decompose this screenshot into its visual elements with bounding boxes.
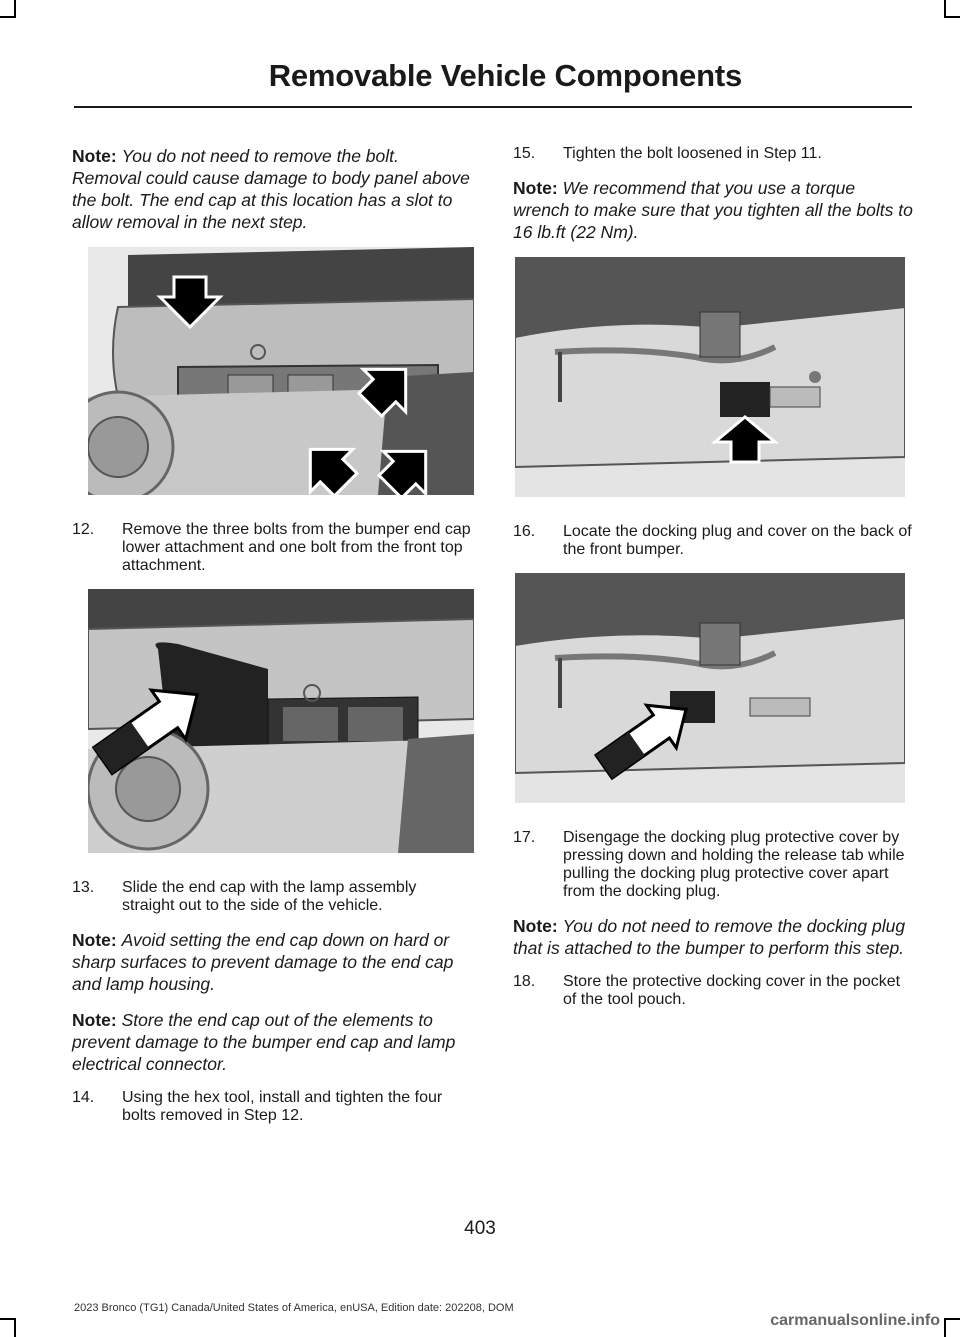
figure-bumper-bolts [88,247,474,495]
step-13 [72,879,472,915]
step-text: Remove the three bolts from the bumper end cap lower attachment and one bolt from the front top attachment. [122,521,471,574]
crop-mark [0,16,16,18]
step-12 [72,521,472,575]
note-text: We recommend that you use a torque wrench to make sure that you tighten all the bolts to 16 lb.ft (22 Nm). [513,178,913,242]
step-number: 15. [513,145,536,162]
note [513,177,913,243]
watermark[interactable]: carmanualsonline.info [770,1312,940,1329]
note-label: Note: [513,916,558,936]
step-number: 18. [513,973,536,990]
note-text: You do not need to remove the bolt. Removal could cause damage to body panel above the bolt. The end cap at this location has a slot to allow removal in the next step. [72,146,470,232]
note-text: Avoid setting the end cap down on hard or sharp surfaces to prevent damage to the end cap and lamp housing. [72,930,454,994]
figure-bumper-bolt-tighten [515,257,905,497]
step-text: Store the protective docking cover in the pocket of the tool pouch. [563,973,901,1008]
note [72,1009,472,1075]
step-number: 13. [72,879,95,896]
note-label: Note: [72,1010,117,1030]
crop-mark [944,16,960,18]
note [72,145,472,233]
step-15 [513,145,913,163]
step-16 [513,523,913,559]
title-rule [74,106,912,108]
left-column [72,145,472,1139]
step-number: 17. [513,829,536,846]
step-number: 14. [72,1089,95,1106]
step-14 [72,1089,472,1125]
note [72,929,472,995]
note-label: Note: [72,146,117,166]
page-title: Removable Vehicle Components [268,58,742,93]
footer-edition-info: 2023 Bronco (TG1) Canada/United States of America, enUSA, Edition date: 202208, DOM [74,1302,514,1314]
step-18 [513,973,913,1009]
step-text: Using the hex tool, install and tighten the four bolts removed in Step 12. [122,1089,443,1124]
step-number: 12. [72,521,95,538]
step-text: Tighten the bolt loosened in Step 11. [563,145,822,162]
step-number: 16. [513,523,536,540]
figure-end-cap-removal [88,589,474,853]
note-label: Note: [513,178,558,198]
note-label: Note: [72,930,117,950]
step-17 [513,829,913,901]
crop-mark [944,1318,946,1337]
page-number: 403 [464,1218,496,1239]
step-text: Disengage the docking plug protective cover by pressing down and holding the release tab while pulling the docking plug protective cover apart from the docking plug. [563,829,905,900]
note-text: You do not need to remove the docking plug that is attached to the bumper to perform this step. [513,916,906,958]
right-column [513,145,913,1023]
crop-mark [0,1318,16,1320]
note-text: Store the end cap out of the elements to prevent damage to the bumper end cap and lamp electrical connector. [72,1010,456,1074]
figure-docking-plug [515,573,905,803]
note [513,915,913,959]
step-text: Slide the end cap with the lamp assembly straight out to the side of the vehicle. [122,879,417,914]
step-text: Locate the docking plug and cover on the back of the front bumper. [563,523,912,558]
crop-mark [944,1318,960,1320]
crop-mark [14,1318,16,1337]
